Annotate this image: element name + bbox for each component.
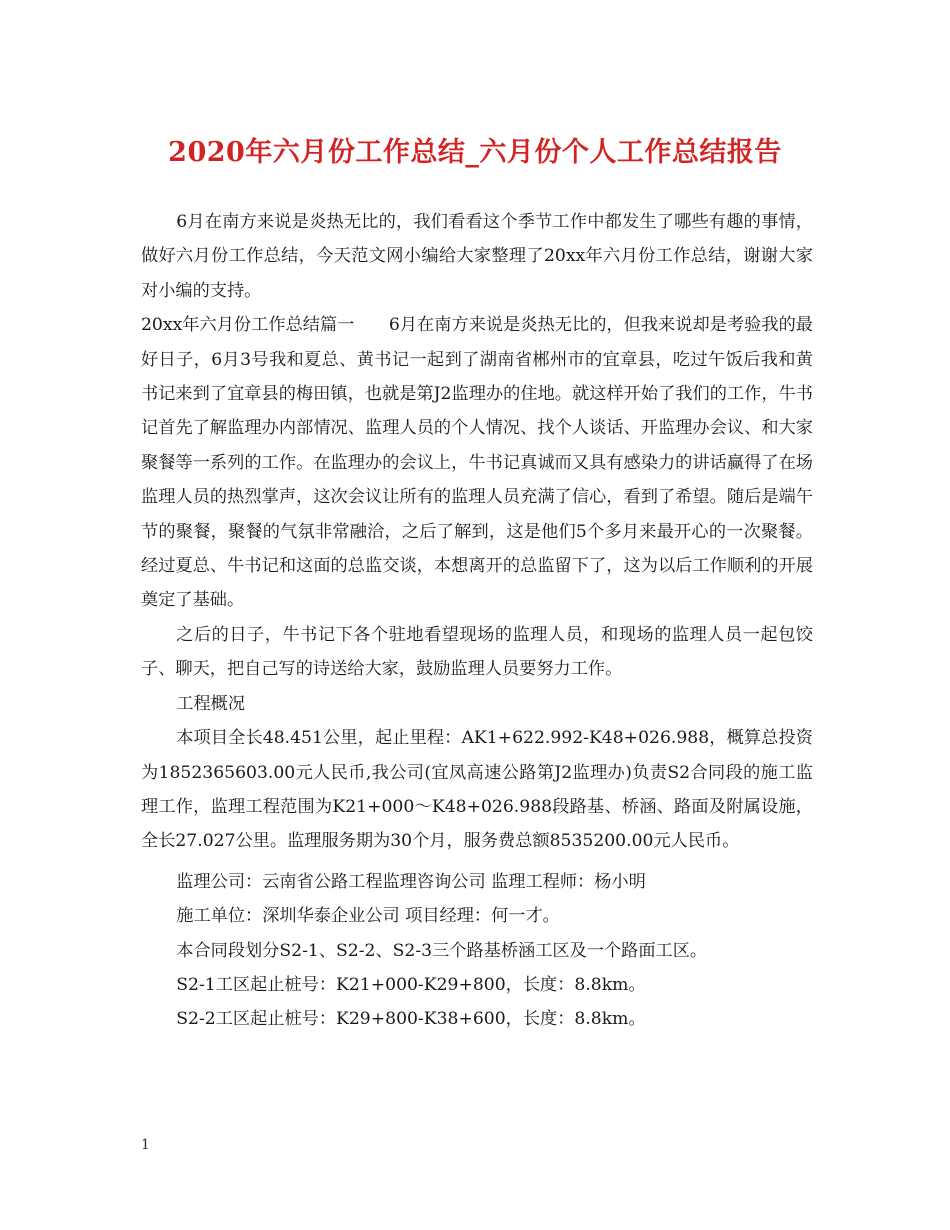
paragraph-following-days: 之后的日子，牛书记下各个驻地看望现场的监理人员，和现场的监理人员一起包饺子、聊天，把自己写的诗送给大家，鼓励监理人员要努力工作。 [141,624,813,680]
document-body [141,205,813,1037]
document-title: 2020年六月份工作总结_六月份个人工作总结报告 [168,137,782,168]
paragraph-work-area-s2-1: S2-1工区起止桩号：K21+000-K29+800，长度：8.8km。 [176,974,646,995]
paragraph-project-details: 本项目全长48.451公里，起止里程：AK1+622.992-K48+026.988，概算总投资为1852365603.00元人民币,我公司(宜凤高速公路第J2监理办)负责S2合同段的施工监理工作，监理工程范围为K21+000～K48+026.988段路基、桥涵、路面及附属设施，全长27.027公里。监理服务期为30个月，服务费总额8535200.00元人民币。 [141,728,813,852]
paragraph-supervision-company: 监理公司：云南省公路工程监理咨询公司 监理工程师：杨小明 [176,871,646,892]
page-number: 1 [141,1137,150,1153]
paragraph-work-areas: 本合同段划分S2-1、S2-2、S2-3三个路基桥涵工区及一个路面工区。 [176,940,708,961]
section-heading-project-overview: 工程概况 [176,693,246,714]
paragraph-intro: 6月在南方来说是炎热无比的，我们看看这个季节工作中都发生了哪些有趣的事情，做好六月份工作总结，今天范文网小编给大家整理了20xx年六月份工作总结，谢谢大家对小编的支持。 [141,212,813,301]
paragraph-article-one: 20xx年六月份工作总结篇一 6月在南方来说是炎热无比的，但我来说却是考验我的最好日子，6月3号我和夏总、黄书记一起到了湖南省郴州市的宜章县，吃过午饭后我和黄书记来到了宜章县的梅田镇，也就是第J2监理办的住地。就这样开始了我们的工作，牛书记首先了解监理办内部情况、监理人员的个人情况、找个人谈话、开监理办会议、和大家聚餐等一系列的工作。在监理办的会议上，牛书记真诚而又具有感染力的讲话赢得了在场监理人员的热烈掌声，这次会议让所有的监理人员充满了信心，看到了希望。随后是端午节的聚餐，聚餐的气氛非常融洽，之后了解到，这是他们5个多月来最开心的一次聚餐。经过夏总、牛书记和这面的总监交谈，本想离开的总监留下了，这为以后工作顺利的开展奠定了基础。 [141,315,813,611]
paragraph-construction-unit: 施工单位：深圳华泰企业公司 项目经理：何一才。 [176,906,560,927]
paragraph-work-area-s2-2: S2-2工区起止桩号：K29+800-K38+600，长度：8.8km。 [176,1009,646,1030]
